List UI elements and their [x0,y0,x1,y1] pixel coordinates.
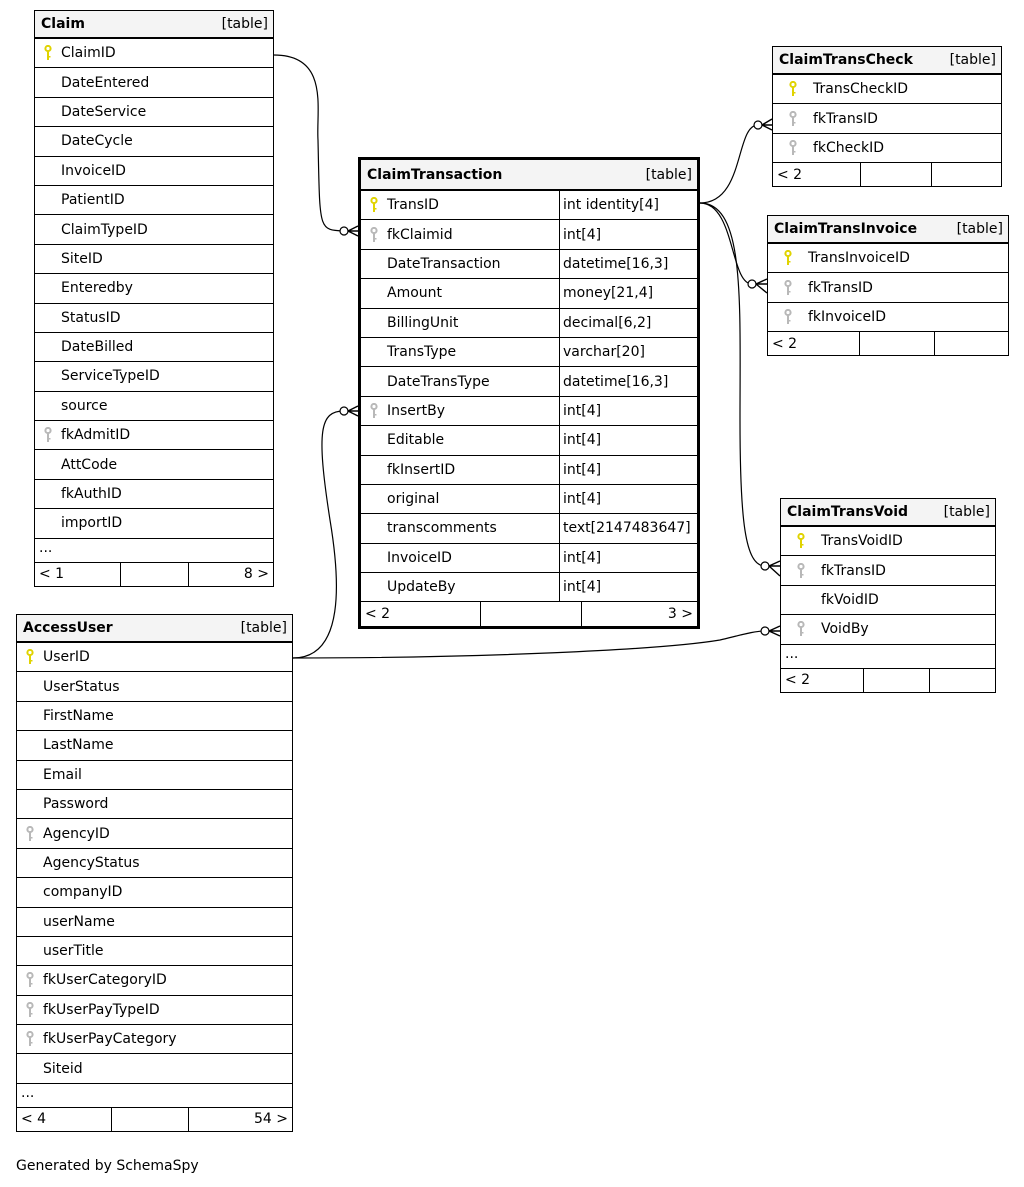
column-row[interactable] [35,127,273,156]
column-name: BillingUnit [387,314,459,331]
column-row[interactable] [361,220,697,249]
column-row[interactable] [361,456,697,485]
column-name: ClaimID [61,45,116,62]
column-row[interactable] [781,556,995,585]
column-row[interactable] [35,450,273,479]
column-name: TransVoidID [821,533,903,550]
row-count [121,563,189,586]
column-row[interactable] [35,362,273,391]
column-name: original [387,491,440,508]
more-columns: ... [781,645,995,669]
column-row[interactable] [781,586,995,615]
table-kind: [table] [949,52,996,68]
row-count [861,163,932,186]
column-type: datetime[16,3] [559,367,697,395]
foreign-key-icon [17,1031,43,1047]
primary-key-icon [361,197,387,213]
optional-marker [754,121,762,129]
column-row[interactable] [768,273,1008,302]
column-type: int[4] [559,456,697,484]
column-type: text[2147483647] [559,514,697,542]
foreign-key-icon [773,111,813,127]
foreign-key-icon [17,826,43,842]
column-name: fkUserPayCategory [43,1031,177,1048]
column-name: fkInvoiceID [808,308,886,325]
column-type: int[4] [559,485,697,513]
column-row[interactable] [361,426,697,455]
optional-marker [340,407,348,415]
column-row[interactable] [361,367,697,396]
foreign-key-icon [781,621,821,637]
table-name: AccessUser [23,620,113,636]
column-row[interactable] [361,309,697,338]
column-row[interactable] [773,134,1001,163]
primary-key-icon [781,533,821,549]
column-name: fkUserPayTypeID [43,1001,160,1018]
parent-count[interactable]: < 2 [768,332,860,355]
table-name: ClaimTransInvoice [774,221,918,237]
column-name: fkTransID [808,279,873,296]
more-columns: ... [17,1084,292,1108]
optional-marker [761,562,769,570]
column-name: FirstName [43,707,114,724]
column-name: VoidBy [821,621,869,638]
column-name: Editable [387,432,445,449]
column-row[interactable] [773,104,1001,133]
parent-count[interactable]: < 4 [17,1108,112,1131]
table-kind: [table] [221,16,268,32]
foreign-key-icon [768,280,808,296]
column-name: Email [43,766,82,783]
column-row[interactable] [361,279,697,308]
column-row[interactable] [35,245,273,274]
optional-marker [340,227,348,235]
column-type: int[4] [559,426,697,454]
foreign-key-icon [35,427,61,443]
table-footer [17,1108,292,1131]
table-footer [768,332,1008,355]
column-row[interactable] [17,790,292,819]
foreign-key-icon [361,403,387,419]
child-count[interactable] [932,163,1001,186]
column-row[interactable] [17,672,292,701]
table-header[interactable] [17,615,292,643]
column-name: UserStatus [43,678,120,695]
foreign-key-icon [17,972,43,988]
column-row[interactable] [35,509,273,538]
column-name: DateTransaction [387,255,501,272]
column-name: fkInsertID [387,461,456,478]
column-name: InvoiceID [387,549,452,566]
table-name: ClaimTransaction [367,166,503,183]
column-row[interactable] [17,702,292,731]
column-name: Amount [387,285,443,302]
table-footer [781,669,995,692]
column-name: PatientID [61,192,125,209]
child-count[interactable] [930,669,995,692]
column-row[interactable] [17,966,292,995]
column-row[interactable] [35,215,273,244]
column-name: userTitle [43,943,104,960]
edge-claim-to-claimtransaction [274,55,344,231]
column-row[interactable] [17,643,292,672]
column-row[interactable] [35,480,273,509]
column-row[interactable] [35,68,273,97]
column-row[interactable] [361,514,697,543]
primary-key-icon [17,649,43,665]
edge-accessuser-to-claimtransvoid [293,631,765,658]
column-row[interactable] [35,39,273,68]
column-type: decimal[6,2] [559,309,697,337]
column-name: TransID [387,197,439,214]
column-name: fkClaimid [387,226,453,243]
crowfoot-marker [348,226,358,236]
column-name: AgencyStatus [43,854,140,871]
column-row[interactable] [35,98,273,127]
child-count[interactable]: 3 > [667,606,693,623]
column-name: companyID [43,884,123,901]
column-name: TransInvoiceID [808,250,910,267]
primary-key-icon [35,45,61,61]
column-name: LastName [43,737,114,754]
column-name: fkAuthID [61,486,122,503]
column-row[interactable] [35,392,273,421]
table-header[interactable] [773,47,1001,75]
edge-claimtransaction-to-claimtransvoid [700,203,765,566]
column-row[interactable] [35,186,273,215]
table-claim[interactable] [34,10,274,587]
column-name: ClaimTypeID [61,221,148,238]
column-name: SiteID [61,250,103,267]
row-count [481,602,582,626]
optional-marker [761,627,769,635]
column-row[interactable] [361,397,697,426]
column-row[interactable] [17,761,292,790]
row-count [860,332,935,355]
column-name: fkTransID [821,562,886,579]
primary-key-icon [773,81,813,97]
crowfoot-marker [756,279,767,293]
column-type: varchar[20] [559,338,697,366]
table-name: ClaimTransCheck [779,52,913,68]
column-row[interactable] [17,937,292,966]
column-name: fkUserCategoryID [43,972,167,989]
column-name: DateEntered [61,74,150,91]
row-count [112,1108,189,1131]
table-kind: [table] [943,504,990,520]
column-name: fkTransID [813,110,878,127]
column-row[interactable] [361,485,697,514]
column-name: TransCheckID [813,81,908,98]
column-name: fkCheckID [813,139,885,156]
column-type: int[4] [559,573,697,601]
table-accessuser[interactable] [16,614,293,1132]
primary-key-icon [768,250,808,266]
foreign-key-icon [781,563,821,579]
column-row[interactable] [781,527,995,556]
column-name: userName [43,913,115,930]
table-footer [773,163,1001,186]
child-count[interactable]: 54 > [254,1111,288,1128]
foreign-key-icon [768,309,808,325]
column-name: ServiceTypeID [61,368,160,385]
table-claimtransvoid[interactable] [780,498,996,693]
column-row[interactable] [17,731,292,760]
crowfoot-marker [348,406,358,416]
column-row[interactable] [35,333,273,362]
column-type: int identity[4] [559,191,697,219]
table-name: Claim [41,16,85,32]
table-claimtransinvoice[interactable] [767,215,1009,356]
foreign-key-icon [773,140,813,156]
column-name: transcomments [387,520,497,537]
column-row[interactable] [361,250,697,279]
column-name: AgencyID [43,825,110,842]
table-header[interactable] [768,216,1008,244]
column-row[interactable] [17,1054,292,1083]
column-name: DateTransType [387,373,490,390]
column-row[interactable] [35,157,273,186]
edge-claimtransaction-to-claimtransinvoice [700,203,752,284]
table-header[interactable] [35,11,273,39]
table-header[interactable] [781,499,995,527]
column-row[interactable] [361,338,697,367]
row-count [864,669,930,692]
column-name: TransType [387,344,457,361]
table-kind: [table] [240,620,287,636]
edge-accessuser-to-claimtransaction-insertby [293,411,344,658]
column-row[interactable] [17,1025,292,1054]
table-name: ClaimTransVoid [787,504,909,520]
column-name: source [61,397,108,414]
column-name: Siteid [43,1060,83,1077]
column-row[interactable] [768,303,1008,332]
column-type: datetime[16,3] [559,250,697,278]
column-row[interactable] [17,908,292,937]
column-name: Password [43,796,109,813]
column-row[interactable] [361,573,697,602]
table-kind: [table] [956,221,1003,237]
column-name: InsertBy [387,402,446,419]
column-row[interactable] [781,615,995,644]
table-kind: [table] [645,166,692,183]
column-row[interactable] [361,191,697,220]
foreign-key-icon [17,1002,43,1018]
foreign-key-icon [361,227,387,243]
column-name: importID [61,515,123,532]
column-row[interactable] [773,75,1001,104]
parent-count[interactable]: < 2 [781,669,864,692]
column-name: AttCode [61,456,118,473]
optional-marker [748,280,756,288]
column-type: money[21,4] [559,279,697,307]
child-count[interactable]: 8 > [243,566,269,583]
column-name: fkAdmitID [61,427,131,444]
more-columns: ... [35,539,273,563]
column-name: UpdateBy [387,579,456,596]
column-name: DateBilled [61,339,134,356]
column-type: int[4] [559,544,697,572]
crowfoot-marker [762,119,772,130]
generated-by-label: Generated by SchemaSpy [16,1158,199,1174]
column-name: StatusID [61,309,121,326]
column-row[interactable] [17,878,292,907]
parent-count[interactable]: < 1 [35,563,121,586]
parent-count[interactable]: < 2 [361,602,481,626]
column-type: int[4] [559,397,697,425]
column-row[interactable] [768,244,1008,273]
table-footer [35,563,273,586]
edge-claimtransaction-to-claimtranscheck [700,125,758,203]
column-row[interactable] [17,996,292,1025]
column-name: InvoiceID [61,162,126,179]
parent-count[interactable]: < 2 [773,163,861,186]
column-row[interactable] [35,274,273,303]
table-claimtranscheck[interactable] [772,46,1002,187]
column-name: UserID [43,649,90,666]
column-name: DateCycle [61,133,133,150]
column-row[interactable] [361,544,697,573]
column-row[interactable] [35,304,273,333]
column-name: fkVoidID [821,591,879,608]
crowfoot-marker [769,561,780,576]
column-row[interactable] [17,819,292,848]
table-footer [361,602,697,626]
column-type: int[4] [559,220,697,248]
crowfoot-marker [769,626,780,636]
column-name: Enteredby [61,280,133,297]
child-count[interactable] [935,332,1008,355]
table-header[interactable] [361,160,697,191]
column-row[interactable] [35,421,273,450]
table-claimtransaction[interactable] [358,157,700,629]
column-name: DateService [61,103,147,120]
column-row[interactable] [17,849,292,878]
